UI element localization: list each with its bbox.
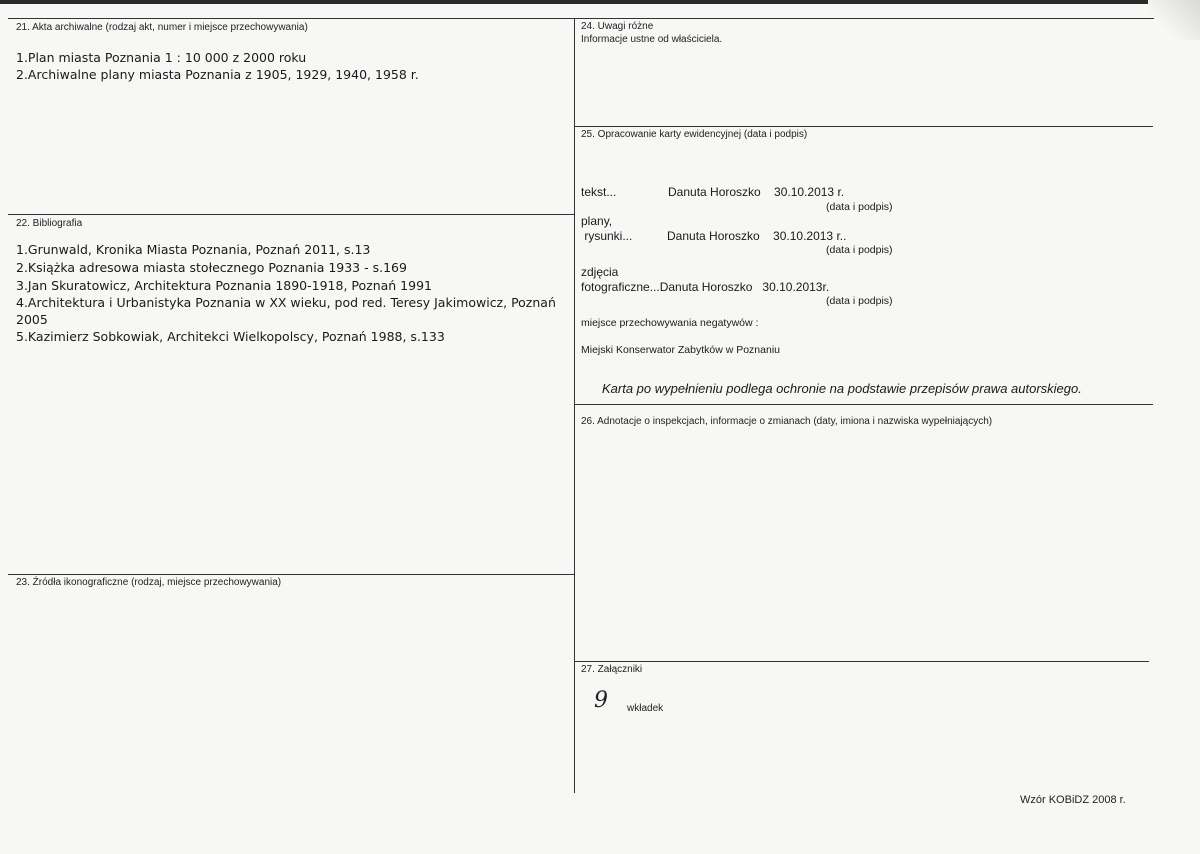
rule-25-26 bbox=[575, 404, 1153, 405]
bibliography-item-2: 2.Książka adresowa miasta stołecznego Poznania 1933 - s.169 bbox=[16, 260, 407, 275]
negatives-location: Miejski Konserwator Zabytków w Poznaniu bbox=[581, 344, 780, 356]
bibliography-item-5: 5.Kazimierz Sobkowiak, Architekci Wielkopolscy, Poznań 1988, s.133 bbox=[16, 329, 445, 344]
archive-item-1: 1.Plan miasta Poznania 1 : 10 000 z 2000 roku bbox=[16, 50, 307, 65]
section-27-title: 27. Załączniki bbox=[581, 664, 643, 675]
rule-21-22 bbox=[8, 214, 574, 215]
drawings-label: rysunki... bbox=[581, 229, 633, 243]
center-divider bbox=[574, 18, 575, 793]
rule-22-23 bbox=[8, 574, 574, 575]
attachments-count-handwritten: 9 bbox=[594, 688, 608, 713]
record-card-sheet bbox=[0, 4, 1200, 854]
drawings-author-date: Danuta Horoszko 30.10.2013 r.. bbox=[667, 229, 847, 243]
photos-author-date: fotograficzne...Danuta Horoszko 30.10.2013r. bbox=[581, 280, 830, 294]
date-sign-note-3: (data i podpis) bbox=[826, 295, 893, 307]
bibliography-item-1: 1.Grunwald, Kronika Miasta Poznania, Poznań 2011, s.13 bbox=[16, 242, 371, 257]
bibliography-item-3: 3.Jan Skuratowicz, Architektura Poznania 1890-1918, Poznań 1991 bbox=[16, 278, 432, 293]
section-22-title: 22. Bibliografia bbox=[16, 218, 83, 229]
date-sign-note-2: (data i podpis) bbox=[826, 244, 893, 256]
bibliography-item-4-cont: 2005 bbox=[16, 312, 48, 327]
section-25-title: 25. Opracowanie karty ewidencyjnej (data i podpis) bbox=[581, 129, 808, 140]
rule-24-25 bbox=[575, 126, 1153, 127]
section-21-title: 21. Akta archiwalne (rodzaj akt, numer i miejsce przechowywania) bbox=[16, 22, 308, 33]
copyright-notice: Karta po wypełnieniu podlega ochronie na podstawie przepisów prawa autorskiego. bbox=[602, 381, 1082, 396]
section-24-title: 24. Uwagi różne bbox=[581, 21, 654, 32]
bibliography-item-4: 4.Architektura i Urbanistyka Poznania w XX wieku, pod red. Teresy Jakimowicz, Poznań bbox=[16, 295, 556, 310]
top-rule bbox=[8, 18, 1154, 19]
photos-label: zdjęcia bbox=[581, 265, 619, 279]
text-author-date: Danuta Horoszko 30.10.2013 r. bbox=[668, 185, 845, 199]
negatives-label: miejsce przechowywania negatywów : bbox=[581, 317, 759, 329]
form-template-footer: Wzór KOBiDZ 2008 r. bbox=[1020, 794, 1126, 806]
archive-item-2: 2.Archiwalne plany miasta Poznania z 1905, 1929, 1940, 1958 r. bbox=[16, 67, 419, 82]
section-23-title: 23. Źródła ikonograficzne (rodzaj, miejsce przechowywania) bbox=[16, 577, 282, 588]
rule-26-27 bbox=[575, 661, 1149, 662]
section-26-title: 26. Adnotacje o inspekcjach, informacje o zmianach (daty, imiona i nazwiska wypełniających) bbox=[581, 416, 993, 427]
attachments-unit: wkładek bbox=[627, 703, 664, 714]
date-sign-note-1: (data i podpis) bbox=[826, 201, 893, 213]
plans-label: plany, bbox=[581, 214, 613, 228]
text-label: tekst... bbox=[581, 185, 617, 199]
remarks-text: Informacje ustne od właściciela. bbox=[581, 34, 723, 45]
